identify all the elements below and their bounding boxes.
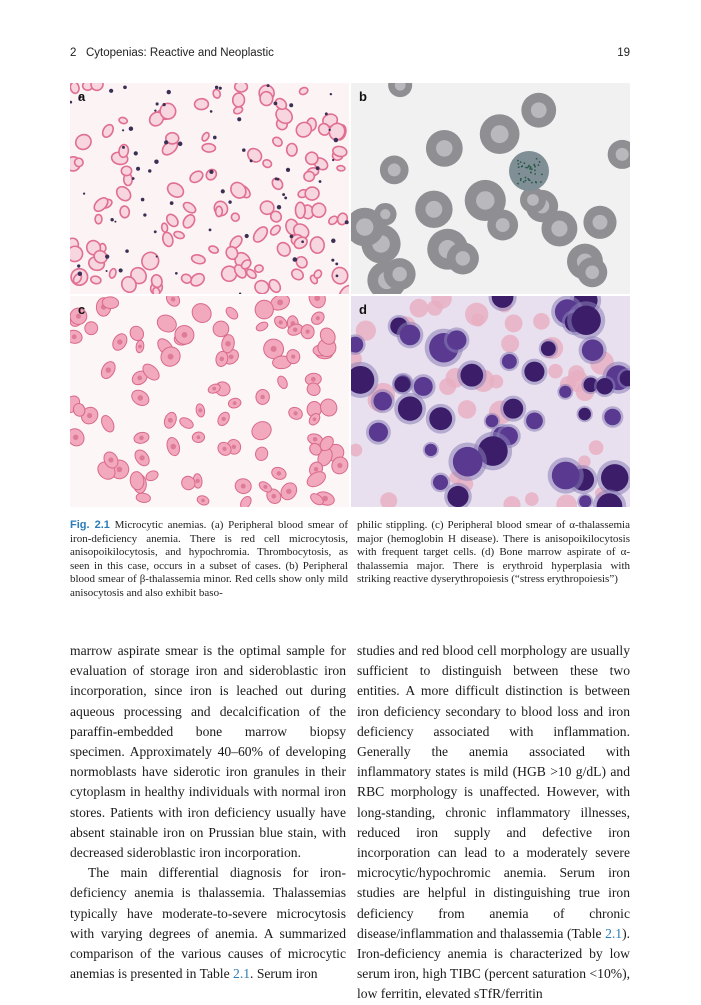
panel-a-image	[70, 83, 349, 294]
text-run: The main differential diagnosis for iron-deficiency anemia is thalassemia. Thalassemias typically have moderate-to-severe microcytosis with varying degrees of anemia. A summarized comparison of the various causes of microcytic anemias is presented in Table	[70, 865, 346, 982]
paragraph	[70, 863, 346, 984]
panel-label-b: b	[359, 89, 367, 104]
panel-label-d: d	[359, 302, 367, 317]
figure-2-1	[70, 83, 630, 507]
chapter-title: 2 Cytopenias: Reactive and Neoplastic	[70, 47, 274, 59]
panel-c-alpha-thal-smear	[70, 296, 349, 507]
figure-label: Fig. 2.1	[70, 519, 110, 531]
caption-text-left: Microcytic anemias. (a) Peripheral blood smear of iron-deficiency anemia. There is red cell microcytosis, anisopoikilocytosis, and hypochromia. Thrombocytosis, as seen in this case, occurs in a subset of cases. (b) Peripheral blood smear of β-thalassemia minor. Red cells show only mild anisocytosis and also exhibit baso-	[70, 519, 349, 599]
page-number: 19	[617, 47, 630, 59]
panel-label-c: c	[78, 302, 86, 317]
caption-text-right: philic stippling. (c) Peripheral blood smear of α-thalassemia major (hemoglobin H disease). There is anisopoikilocytosis with frequent target cells. (d) Bone marrow aspirate of α-thalassemia major. There is erythroid hyperplasia with striking reactive dyserythropoiesis (“stress erythropoiesis”)	[357, 519, 630, 585]
panel-c-image	[70, 296, 349, 507]
text-run: . Serum iron	[250, 966, 318, 982]
panel-b-beta-thal-smear	[351, 83, 630, 294]
paragraph	[357, 641, 630, 1005]
panel-d-bone-marrow-aspirate	[351, 296, 630, 507]
panel-a-iron-deficiency-smear	[70, 83, 349, 294]
text-run: ). Iron-deficiency anemia is characterized by low serum iron, high TIBC (percent saturation <10%), low ferritin, elevated sTfR/ferritin	[357, 925, 630, 1002]
body-column-left	[70, 641, 346, 984]
panel-d-image	[351, 296, 630, 507]
table-ref-link[interactable]: 2.1	[233, 966, 251, 982]
panel-b-image	[351, 83, 630, 294]
panel-label-a: a	[78, 89, 86, 104]
body-column-right	[357, 641, 630, 1005]
running-head	[70, 47, 630, 65]
paragraph: marrow aspirate smear is the optimal sample for evaluation of storage iron and sideroblastic iron incorporation, since iron is leached out during aqueous processing and decalcification of the paraffin-embedded bone marrow biopsy specimen. Approximately 40–60% of developing normoblasts have siderotic iron granules in their cytoplasm in healthy individuals with normal iron stores. Patients with iron deficiency usually have absent stainable iron on Prussian blue stain, with decreased sideroblastic iron incorporation.	[70, 643, 346, 861]
text-run: studies and red blood cell morphology are usually sufficient to distinguish between these two entities. A more difficult distinction is between iron deficiency secondary to blood loss and iron deficiency associated with inflammation. Generally the anemia associated with inflammatory states is mild (HGB >10 g/dL) and RBC morphology is unaffected. However, with long-standing, chronic inflammatory illnesses, reduced iron supply and defective iron incorporation can lead to a moderately severe microcytic/hypochromic anemia. Serum iron studies are helpful in distinguishing true iron deficiency from anemia of chronic disease/inflammation and thalassemia (Table	[357, 643, 630, 941]
table-ref-link[interactable]: 2.1	[605, 925, 623, 941]
figure-caption-right	[357, 519, 630, 587]
figure-caption-left	[70, 519, 348, 600]
